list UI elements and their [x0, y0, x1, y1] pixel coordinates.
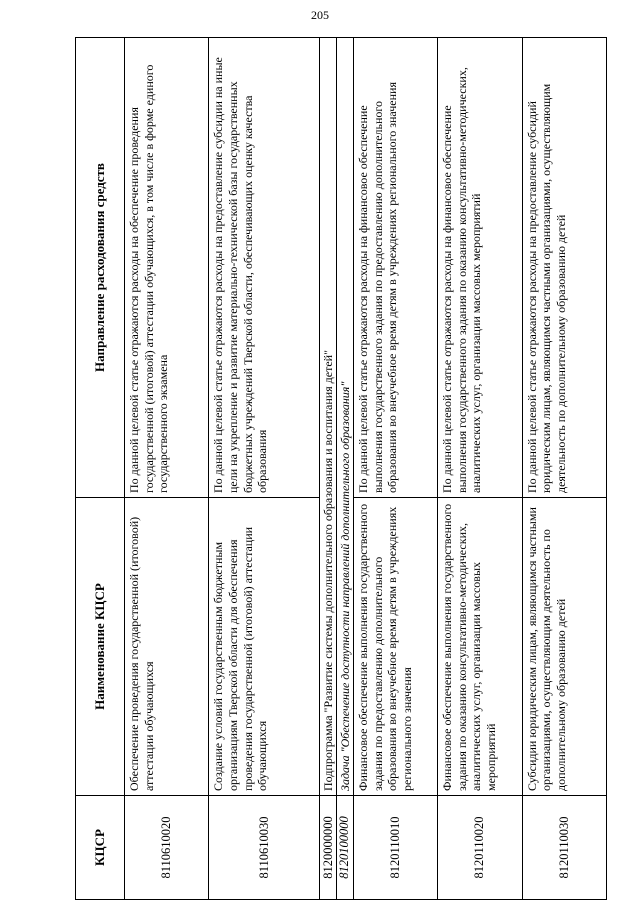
row-description: По данной целевой статье отражаются расходы на предоставление субсидий юридическим лицам, являющимся частными организациями, осуществляющим деятельность по дополнительному образованию детей	[522, 38, 606, 498]
header-kcsr: КЦСР	[76, 796, 125, 900]
row-code: 8110610020	[125, 796, 209, 900]
row-code: 8110610030	[209, 796, 320, 900]
row-name: Обеспечение проведения государственной (итоговой) аттестации обучающихся	[125, 498, 209, 796]
row-code: 8120110030	[522, 796, 606, 900]
row-description: По данной целевой статье отражаются расходы на предоставление субсидии на иные цели на укрепление и развитие материально-технической базы государственных бюджетных учреждений Тверской области, обеспечивающих оценку качества образования	[209, 38, 320, 498]
table-row	[209, 38, 320, 900]
subprogram-title: Подпрограмма "Развитие системы дополнительного образования и воспитания детей"	[320, 38, 337, 796]
table-row	[353, 38, 437, 900]
table-row	[125, 38, 209, 900]
row-description: По данной целевой статье отражаются расходы на финансовое обеспечение выполнения государственного задания по оказанию консультативно-методических, аналитических услуг, организации массовых мероприятий	[438, 38, 522, 498]
row-code: 8120100000	[337, 796, 354, 900]
rotated-table-container	[75, 38, 607, 900]
row-name: Финансовое обеспечение выполнения государственного задания по предоставлению дополнительного образования во внеучебное время детям в учреждениях регионального значения	[353, 498, 437, 796]
row-name: Создание условий государственным бюджетным организациям Тверской области для обеспечения проведения государственной (итоговой) аттестации обучающихся	[209, 498, 320, 796]
row-code: 8120110010	[353, 796, 437, 900]
task-row	[337, 38, 354, 900]
table-header-row	[76, 38, 125, 900]
row-description: По данной целевой статье отражаются расходы на обеспечение проведения государственной (итоговой) аттестации обучающихся, в том числе в форме единого государственного экзамена	[125, 38, 209, 498]
page-number: 205	[311, 8, 329, 22]
row-description: По данной целевой статье отражаются расходы на финансовое обеспечение выполнения государственного задания по предоставлению дополнительного образования во внеучебное время детям в учреждениях регионального значения	[353, 38, 437, 498]
task-title: Задача "Обеспечение доступности направлений дополнительного образования"	[337, 38, 354, 796]
header-direction: Направление расходования средств	[76, 38, 125, 498]
row-name: Субсидии юридическим лицам, являющимся частными организациями, осуществляющим деятельность по дополнительному образованию детей	[522, 498, 606, 796]
header-name: Наименование КЦСР	[76, 498, 125, 796]
row-code: 8120000000	[320, 796, 337, 900]
subprogram-row	[320, 38, 337, 900]
table-row	[438, 38, 522, 900]
row-code: 8120110020	[438, 796, 522, 900]
kcsr-table	[75, 37, 607, 900]
table-row	[522, 38, 606, 900]
row-name: Финансовое обеспечение выполнения государственного задания по оказанию консультативно-методических, аналитических услуг, организации массовых мероприятий	[438, 498, 522, 796]
